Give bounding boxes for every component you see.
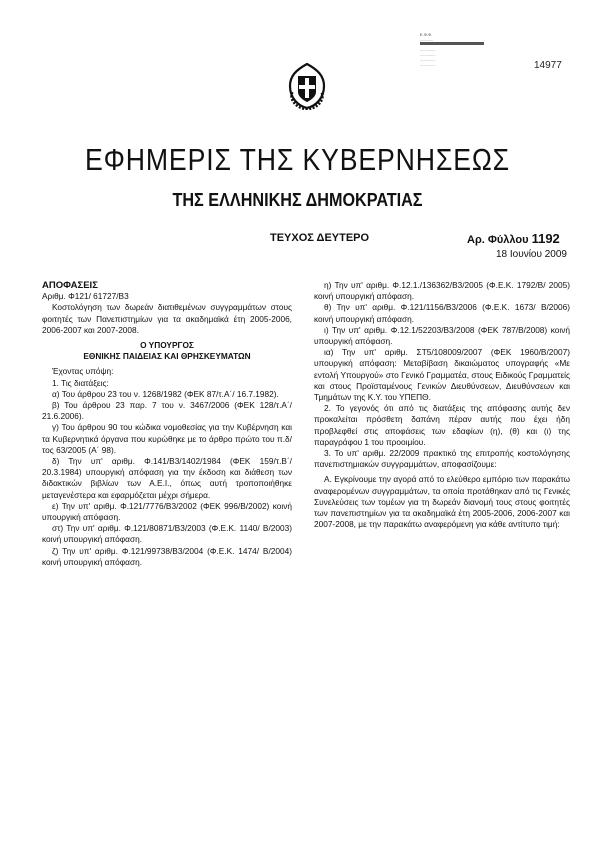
provision-item: ε) Την υπ' αριθμ. Φ.121/7776/Β3/2002 (ΦΕΚ 996/Β/2002) κοινή υπουργική απόφαση. xyxy=(42,500,292,523)
provisions-heading: 1. Τις διατάξεις: xyxy=(52,377,109,388)
decision-subject: Κοστολόγηση των δωρεάν διατιθεμένων συγγραμμάτων στους φοιτητές των Πανεπιστημίων για τα ακαδημαϊκά έτη 2005-2006, 2006-2007 και 2007-2008. xyxy=(42,302,292,335)
stamp-line: Ε.Φ.Φ. xyxy=(420,32,433,37)
republic-subtitle: ΤΗΣ ΕΛΛΗΝΙΚΗΣ ΔΗΜΟΚΡΑΤΙΑΣ xyxy=(172,190,423,210)
sheet-number xyxy=(467,231,560,246)
paragraph: 3. Το υπ' αριθμ. 22/2009 πρακτικό της επιτροπής κοστολόγησης πανεπιστημιακών συγγραμμάτων, αποφασίζουμε: xyxy=(314,448,570,470)
publisher-stamp xyxy=(420,32,484,67)
page-number: 14977 xyxy=(534,60,562,71)
having-regard: Έχοντας υπόψη: xyxy=(52,366,114,377)
stamp-line: .............. xyxy=(420,62,436,67)
issue-label: ΤΕΥΧΟΣ ΔΕΥΤΕΡΟ xyxy=(270,232,370,244)
stamp-line: .............. xyxy=(420,52,436,57)
paragraph: Α. Εγκρίνουμε την αγορά από το ελεύθερο εμπόριο των παρακάτω αναφερομένων συγγραμμάτων, τα οποία προτάθηκαν από τις Γενικές Συνελεύσεις των τομέων για τη δωρεάν διανομή τους στους φοιτητές των πανεπιστημίων για τα ακαδημαϊκά έτη 2005-2006, 2006-2007 και 2007-2008, με την παρακάτω αναφερόμενη για κάθε αντίτυπο τιμή: xyxy=(314,474,570,530)
provision-item: γ) Του άρθρου 90 του κώδικα νομοθεσίας για την Κυβέρνηση και τα Κυβερνητικά όργανα που κυρώθηκε με το άρθρο πρώτο του π.δ/τος 63/2005 (Α΄ 98). xyxy=(42,422,292,455)
stamp-bar xyxy=(420,42,484,45)
left-column xyxy=(42,280,292,568)
provision-item: στ) Την υπ' αριθμ. Φ.121/80871/Β3/2003 (Φ.Ε.Κ. 1140/ Β/2003) κοινή υπουργική απόφαση. xyxy=(42,523,292,545)
provision-item: ια) Την υπ' αριθμ. ΣΤ5/108009/2007 (ΦΕΚ 1960/Β/2007) υπουργική απόφαση: Μεταβίβαση δικαιώματος υπογραφής «Με εντολή Υπουργού» στο Γενικό Γραμματέα, στους Ειδικούς Γραμματείς και στους Προϊσταμένους Γενικών Διευθύνσεων, Διευθύνσεων και Τμημάτων της Κ.Υ. του ΥΠΕΠΘ. xyxy=(314,347,570,403)
gazette-title: ΕΦΗΜΕΡΙΣ ΤΗΣ ΚΥΒΕΡΝΗΣΕΩΣ xyxy=(84,142,511,177)
greek-coat-of-arms-icon xyxy=(286,62,328,110)
provision-item: β) Του άρθρου 23 παρ. 7 του ν. 3467/2006 (ΦΕΚ 128/τ.Α΄/ 21.6.2006). xyxy=(42,400,292,422)
decision-number: Αριθμ. Φ121/ 61727/Β3 xyxy=(42,291,129,302)
provision-item: ι) Την υπ' αριθμ. Φ.12.1/52203/Β3/2008 (ΦΕΚ 787/Β/2008) κοινή υπουργική απόφαση. xyxy=(314,324,570,347)
right-column xyxy=(314,280,570,530)
paragraph: 2. Το γεγονός ότι από τις διατάξεις της απόφασης αυτής δεν προκαλείται πρόσθετη δαπάνη πέραν αυτής που έχει ήδη προβλεφθεί στις αποφάσεις των εδαφίων (η), (θ) και (ι) της παραγράφου 1 του προοιμίου. xyxy=(314,403,570,447)
stamp-line: ............ xyxy=(420,37,434,42)
sheet-label: Αρ. Φύλλου xyxy=(467,234,529,246)
sheet-number-value: 1192 xyxy=(531,231,560,246)
stamp-line: .............. xyxy=(420,57,436,62)
section-title: ΑΠΟΦΑΣΕΙΣ xyxy=(42,280,98,291)
provision-item: ζ) Την υπ' αριθμ. Φ.121/99738/Β3/2004 (Φ.Ε.Κ. 1474/ Β/2004) κοινή υπουργική απόφαση. xyxy=(42,545,292,567)
minister-title: Ο ΥΠΟΥΡΓΟΣ xyxy=(140,340,194,351)
provision-item: η) Την υπ' αριθμ. Φ.12.1./136362/Β3/2005 (Φ.Ε.Κ. 1792/Β/ 2005) κοινή υπουργική απόφαση. xyxy=(314,280,570,302)
ministry-name: ΕΘΝΙΚΗΣ ΠΑΙΔΕΙΑΣ ΚΑΙ ΘΡΗΣΚΕΥΜΑΤΩΝ xyxy=(83,351,251,362)
provision-item: δ) Την υπ' αριθμ. Φ.141/Β3/1402/1984 (ΦΕΚ 159/τ.Β΄/ 20.3.1984) υπουργική απόφαση για την έκδοση και διάθεση των διδακτικών βιβλίων των Α.Ε.Ι., όπως αυτή τροποποιήθηκε μεταγενέστερα και εφαρμόζεται μέχρι σήμερα. xyxy=(42,456,292,500)
provision-item: θ) Την υπ' αριθμ. Φ.121/1156/Β3/2006 (Φ.Ε.Κ. 1673/ Β/2006) κοινή υπουργική απόφαση. xyxy=(314,302,570,324)
stamp-line: .............. xyxy=(420,47,436,52)
provision-item: α) Του άρθρου 23 του ν. 1268/1982 (ΦΕΚ 87/τ.Α΄/ 16.7.1982). xyxy=(52,388,279,399)
issue-date: 18 Ιουνίου 2009 xyxy=(496,249,567,260)
